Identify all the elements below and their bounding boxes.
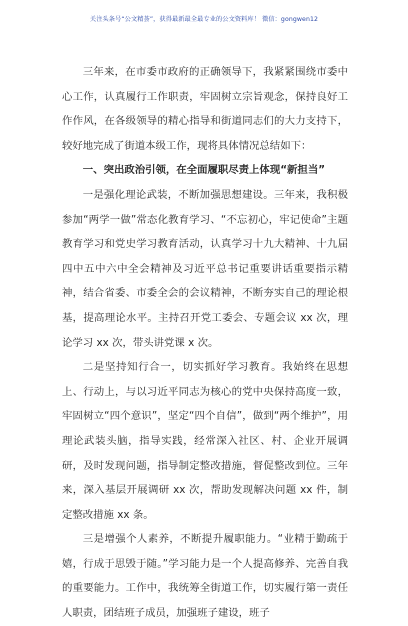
paragraph-learning-education: 二是坚持知行合一，切实抓好学习教育。我始终在思想上、行动上，与以习近平同志为核心的党中央保持高度一致，牢固树立“四个意识”，坚定“四个自信”，做到“两个维护”，用理论武装头脑，指导实践，经常深入社区、村、企业开展调研，及时发现问题，指导制定整改措施，督促整改到位。三年来，深入基层开展调研 xx 次，帮助发现解决问题 xx 件，制定整改措施 xx 条。	[62, 361, 348, 521]
section-heading: 一、突出政治引领，在全面履职尽责上体现“新担当”	[82, 164, 326, 177]
intro-paragraph: 三年来，在市委市政府的正确领导下，我紧紧围绕市委中心工作，认真履行工作职责，牢固树立宗旨观念，保持良好工作作风，在各级领导的精心指导和街道同志们的大力支持下，较好地完成了街道本级工作，现将具体情况总结如下：	[62, 66, 348, 152]
paragraph-theory-study: 一是强化理论武装，不断加强思想建设。三年来，我积极参加“两学一做”常态化教育学习、“不忘初心，牢记使命”主题教育学习和党史学习教育活动，认真学习十九大精神、十九届四中五中六中全会精神及习近平总书记重要讲话重要指示精神，结合省委、市委全会的会议精神，不断夯实自己的理论根基，提高理论水平。主持召开党工委会、专题会议 xx 次，理论学习 xx 次，带头讲党课 x 次。	[62, 188, 348, 349]
document-body	[62, 60, 348, 626]
header-promo-note: 关注头条号“公文精荟”，获得最新最全最专业的公文资料库！ 微信：gongwen12	[89, 16, 319, 23]
paragraph-personal-quality: 三是增强个人素养，不断提升履职能力。“业精于勤疏于嬉，行成于思毁于随。”学习能力是一个人提高修养、完善自我的重要能力。工作中，我统筹全街道工作，切实履行第一责任人职责，团结班子成员，加强班子建设，班子	[62, 533, 348, 620]
